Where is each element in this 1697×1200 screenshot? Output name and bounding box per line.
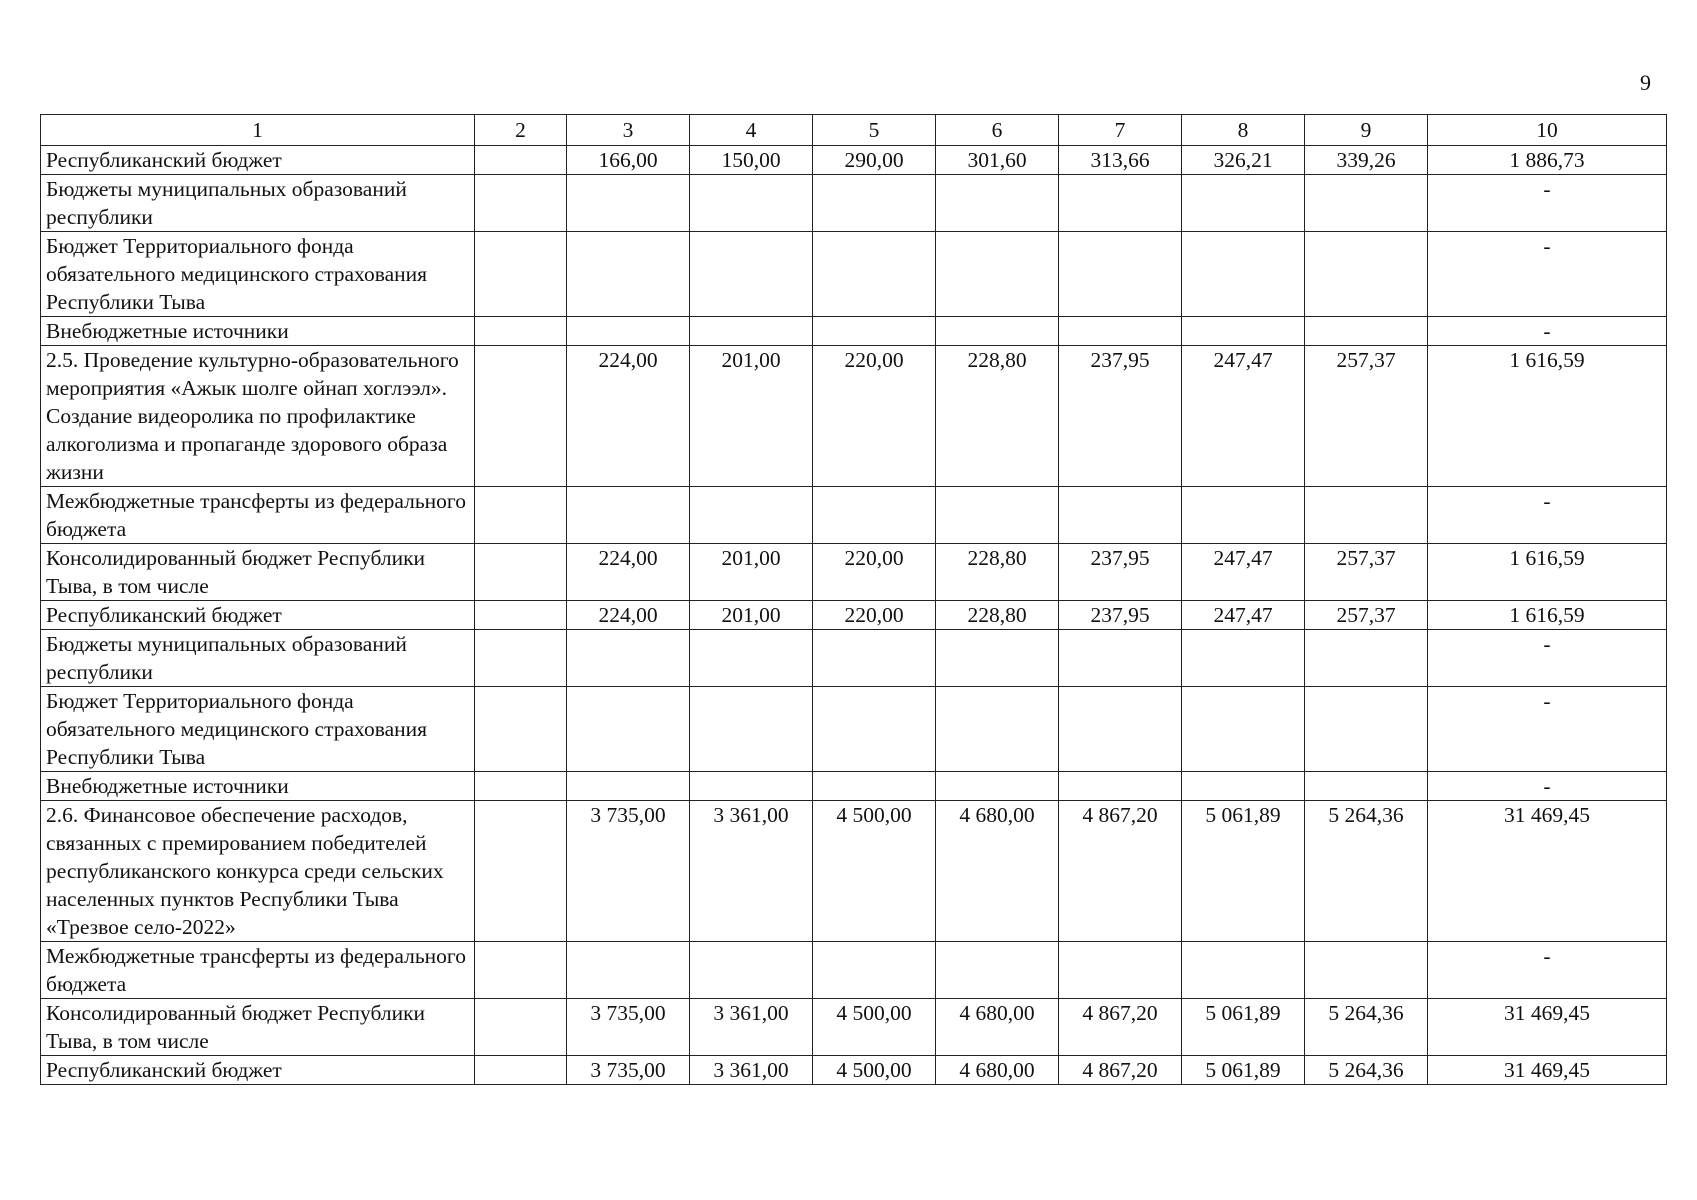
value-cell: - bbox=[1428, 772, 1667, 801]
value-cell bbox=[1305, 630, 1428, 687]
value-cell bbox=[475, 999, 567, 1056]
value-cell bbox=[1305, 772, 1428, 801]
value-cell bbox=[813, 687, 936, 772]
value-cell bbox=[1182, 687, 1305, 772]
page-number: 9 bbox=[1640, 70, 1651, 95]
header-cell: 10 bbox=[1428, 115, 1667, 146]
value-cell: 220,00 bbox=[813, 544, 936, 601]
value-cell bbox=[936, 317, 1059, 346]
value-cell bbox=[813, 630, 936, 687]
value-cell: 3 735,00 bbox=[567, 801, 690, 942]
value-cell bbox=[936, 487, 1059, 544]
value-cell: 237,95 bbox=[1059, 346, 1182, 487]
value-cell: 228,80 bbox=[936, 601, 1059, 630]
value-cell bbox=[1182, 942, 1305, 999]
value-cell bbox=[475, 146, 567, 175]
value-cell bbox=[813, 317, 936, 346]
value-cell: 166,00 bbox=[567, 146, 690, 175]
value-cell: 4 867,20 bbox=[1059, 801, 1182, 942]
value-cell: 1 616,59 bbox=[1428, 544, 1667, 601]
value-cell bbox=[1059, 630, 1182, 687]
value-cell bbox=[475, 801, 567, 942]
value-cell bbox=[936, 772, 1059, 801]
value-cell bbox=[567, 687, 690, 772]
value-cell bbox=[1059, 942, 1182, 999]
value-cell: 31 469,45 bbox=[1428, 999, 1667, 1056]
value-cell: 220,00 bbox=[813, 601, 936, 630]
value-cell: 228,80 bbox=[936, 544, 1059, 601]
header-cell: 6 bbox=[936, 115, 1059, 146]
value-cell bbox=[475, 1056, 567, 1085]
value-cell: 3 361,00 bbox=[690, 999, 813, 1056]
value-cell: 4 680,00 bbox=[936, 1056, 1059, 1085]
value-cell bbox=[813, 232, 936, 317]
row-label: Бюджет Территориального фонда обязательного медицинского страхования Республики Тыва bbox=[41, 232, 475, 317]
value-cell bbox=[475, 687, 567, 772]
table-row bbox=[41, 772, 1667, 801]
value-cell: 313,66 bbox=[1059, 146, 1182, 175]
value-cell bbox=[475, 544, 567, 601]
value-cell: - bbox=[1428, 687, 1667, 772]
value-cell: 247,47 bbox=[1182, 544, 1305, 601]
value-cell bbox=[567, 630, 690, 687]
row-label: Межбюджетные трансферты из федерального бюджета bbox=[41, 487, 475, 544]
row-label: Бюджеты муниципальных образований республики bbox=[41, 175, 475, 232]
value-cell bbox=[1305, 175, 1428, 232]
value-cell: 224,00 bbox=[567, 601, 690, 630]
value-cell: 4 680,00 bbox=[936, 801, 1059, 942]
value-cell bbox=[1182, 175, 1305, 232]
value-cell bbox=[475, 772, 567, 801]
row-label: Консолидированный бюджет Республики Тыва, в том числе bbox=[41, 544, 475, 601]
value-cell bbox=[1182, 487, 1305, 544]
value-cell: 247,47 bbox=[1182, 601, 1305, 630]
header-row bbox=[41, 115, 1667, 146]
table-row bbox=[41, 601, 1667, 630]
value-cell bbox=[690, 487, 813, 544]
value-cell: 224,00 bbox=[567, 346, 690, 487]
value-cell bbox=[567, 942, 690, 999]
value-cell bbox=[936, 942, 1059, 999]
value-cell: 201,00 bbox=[690, 346, 813, 487]
value-cell bbox=[690, 232, 813, 317]
value-cell: 3 361,00 bbox=[690, 801, 813, 942]
table-row bbox=[41, 942, 1667, 999]
header-cell: 8 bbox=[1182, 115, 1305, 146]
value-cell: 31 469,45 bbox=[1428, 801, 1667, 942]
row-label: Внебюджетные источники bbox=[41, 772, 475, 801]
value-cell bbox=[813, 487, 936, 544]
value-cell: 5 061,89 bbox=[1182, 999, 1305, 1056]
value-cell: 257,37 bbox=[1305, 544, 1428, 601]
value-cell bbox=[690, 942, 813, 999]
value-cell bbox=[1305, 942, 1428, 999]
row-label: Межбюджетные трансферты из федерального бюджета bbox=[41, 942, 475, 999]
row-label: Бюджеты муниципальных образований республики bbox=[41, 630, 475, 687]
value-cell bbox=[475, 317, 567, 346]
value-cell bbox=[813, 175, 936, 232]
value-cell: 5 264,36 bbox=[1305, 801, 1428, 942]
table-row bbox=[41, 544, 1667, 601]
row-label: 2.6. Финансовое обеспечение расходов, связанных с премированием победителей республиканского конкурса среди сельских населенных пунктов Республики Тыва «Трезвое село-2022» bbox=[41, 801, 475, 942]
value-cell: 5 061,89 bbox=[1182, 801, 1305, 942]
value-cell: 4 867,20 bbox=[1059, 999, 1182, 1056]
value-cell bbox=[936, 630, 1059, 687]
value-cell: 237,95 bbox=[1059, 601, 1182, 630]
value-cell: 257,37 bbox=[1305, 346, 1428, 487]
value-cell bbox=[690, 772, 813, 801]
value-cell: - bbox=[1428, 317, 1667, 346]
value-cell: 1 616,59 bbox=[1428, 601, 1667, 630]
value-cell: 3 735,00 bbox=[567, 999, 690, 1056]
table-row bbox=[41, 346, 1667, 487]
row-label: Внебюджетные источники bbox=[41, 317, 475, 346]
header-cell: 9 bbox=[1305, 115, 1428, 146]
value-cell: 5 061,89 bbox=[1182, 1056, 1305, 1085]
table-body bbox=[41, 115, 1667, 1085]
value-cell: 257,37 bbox=[1305, 601, 1428, 630]
value-cell bbox=[567, 772, 690, 801]
value-cell: 201,00 bbox=[690, 601, 813, 630]
value-cell: 290,00 bbox=[813, 146, 936, 175]
value-cell: 1 886,73 bbox=[1428, 146, 1667, 175]
value-cell bbox=[1059, 232, 1182, 317]
value-cell bbox=[936, 232, 1059, 317]
value-cell bbox=[1059, 317, 1182, 346]
value-cell bbox=[475, 175, 567, 232]
table-row bbox=[41, 801, 1667, 942]
value-cell bbox=[1059, 772, 1182, 801]
value-cell: - bbox=[1428, 942, 1667, 999]
value-cell bbox=[1305, 487, 1428, 544]
value-cell bbox=[1182, 232, 1305, 317]
value-cell bbox=[1059, 687, 1182, 772]
value-cell bbox=[1305, 317, 1428, 346]
row-label: Республиканский бюджет bbox=[41, 146, 475, 175]
value-cell bbox=[690, 687, 813, 772]
value-cell bbox=[475, 601, 567, 630]
header-cell: 2 bbox=[475, 115, 567, 146]
value-cell: 326,21 bbox=[1182, 146, 1305, 175]
value-cell: - bbox=[1428, 630, 1667, 687]
row-label: 2.5. Проведение культурно-образовательного мероприятия «Ажык шолге ойнап хоглээл». Создание видеоролика по профилактике алкоголизма и пропаганде здорового образа жизни bbox=[41, 346, 475, 487]
value-cell: 3 361,00 bbox=[690, 1056, 813, 1085]
table-row bbox=[41, 999, 1667, 1056]
row-label: Консолидированный бюджет Республики Тыва, в том числе bbox=[41, 999, 475, 1056]
table-row bbox=[41, 175, 1667, 232]
value-cell bbox=[567, 175, 690, 232]
value-cell: 150,00 bbox=[690, 146, 813, 175]
value-cell bbox=[1059, 487, 1182, 544]
value-cell: 237,95 bbox=[1059, 544, 1182, 601]
value-cell bbox=[1059, 175, 1182, 232]
header-cell: 3 bbox=[567, 115, 690, 146]
value-cell bbox=[475, 346, 567, 487]
table-row bbox=[41, 1056, 1667, 1085]
value-cell bbox=[690, 317, 813, 346]
header-cell: 4 bbox=[690, 115, 813, 146]
value-cell bbox=[1182, 317, 1305, 346]
value-cell: - bbox=[1428, 175, 1667, 232]
value-cell: 3 735,00 bbox=[567, 1056, 690, 1085]
value-cell: 4 680,00 bbox=[936, 999, 1059, 1056]
value-cell bbox=[1182, 630, 1305, 687]
value-cell: 5 264,36 bbox=[1305, 999, 1428, 1056]
value-cell: 201,00 bbox=[690, 544, 813, 601]
row-label: Бюджет Территориального фонда обязательного медицинского страхования Республики Тыва bbox=[41, 687, 475, 772]
value-cell bbox=[1305, 687, 1428, 772]
budget-table bbox=[40, 114, 1667, 1085]
value-cell bbox=[936, 175, 1059, 232]
row-label: Республиканский бюджет bbox=[41, 601, 475, 630]
value-cell: 301,60 bbox=[936, 146, 1059, 175]
value-cell: 228,80 bbox=[936, 346, 1059, 487]
value-cell: 4 500,00 bbox=[813, 1056, 936, 1085]
table-row bbox=[41, 317, 1667, 346]
value-cell bbox=[690, 630, 813, 687]
header-cell: 5 bbox=[813, 115, 936, 146]
row-label: Республиканский бюджет bbox=[41, 1056, 475, 1085]
value-cell: 4 500,00 bbox=[813, 801, 936, 942]
value-cell bbox=[1182, 772, 1305, 801]
value-cell: 220,00 bbox=[813, 346, 936, 487]
value-cell: 5 264,36 bbox=[1305, 1056, 1428, 1085]
table-row bbox=[41, 487, 1667, 544]
value-cell: 247,47 bbox=[1182, 346, 1305, 487]
value-cell bbox=[567, 232, 690, 317]
value-cell: 224,00 bbox=[567, 544, 690, 601]
value-cell: - bbox=[1428, 487, 1667, 544]
value-cell bbox=[567, 487, 690, 544]
value-cell bbox=[813, 942, 936, 999]
table-row bbox=[41, 630, 1667, 687]
table-row bbox=[41, 146, 1667, 175]
value-cell bbox=[475, 630, 567, 687]
value-cell: 31 469,45 bbox=[1428, 1056, 1667, 1085]
value-cell bbox=[690, 175, 813, 232]
value-cell: 1 616,59 bbox=[1428, 346, 1667, 487]
value-cell: 4 500,00 bbox=[813, 999, 936, 1056]
value-cell bbox=[475, 942, 567, 999]
value-cell bbox=[475, 232, 567, 317]
header-cell: 7 bbox=[1059, 115, 1182, 146]
header-cell: 1 bbox=[41, 115, 475, 146]
table-row bbox=[41, 687, 1667, 772]
value-cell bbox=[475, 487, 567, 544]
value-cell bbox=[567, 317, 690, 346]
value-cell bbox=[1305, 232, 1428, 317]
value-cell bbox=[813, 772, 936, 801]
table-row bbox=[41, 232, 1667, 317]
value-cell: - bbox=[1428, 232, 1667, 317]
value-cell: 4 867,20 bbox=[1059, 1056, 1182, 1085]
value-cell bbox=[936, 687, 1059, 772]
value-cell: 339,26 bbox=[1305, 146, 1428, 175]
